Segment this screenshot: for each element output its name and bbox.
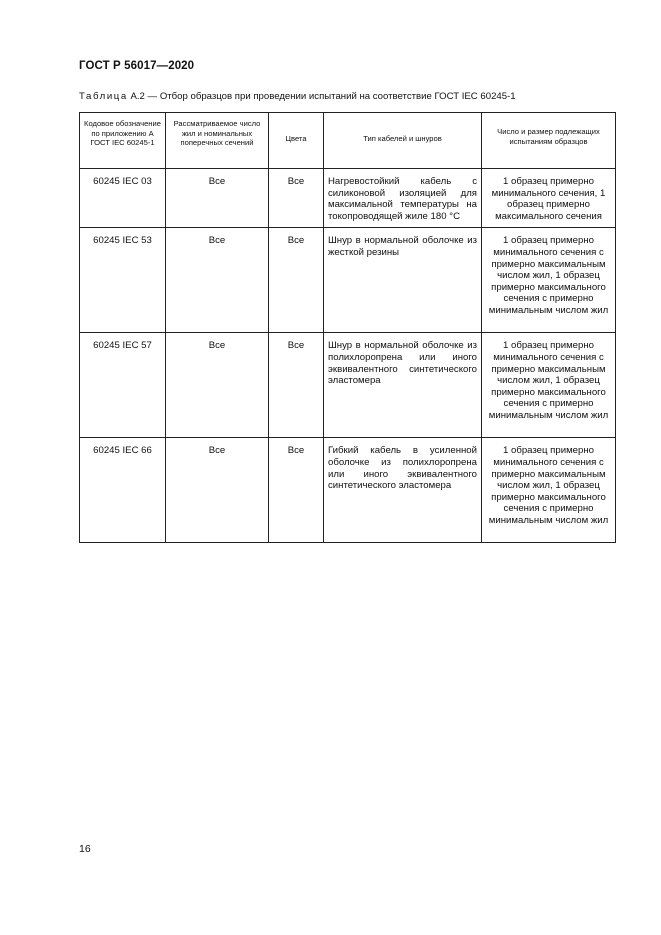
cell-cores (166, 333, 269, 438)
cell-colors-text: Все (287, 445, 305, 457)
cell-cores-text: Все (208, 340, 226, 352)
cell-code-text: 60245 IEC 53 (93, 235, 152, 247)
header-cores (166, 113, 269, 169)
table-row (80, 333, 616, 438)
cell-colors (269, 438, 324, 543)
cell-code (80, 228, 166, 333)
cell-colors-text: Все (287, 176, 305, 187)
cell-code (80, 333, 166, 438)
caption-lead: Таблица (79, 91, 128, 102)
cell-samples-text: 1 образец примерно минимального сечения, 1 образец примерно максимального сечения (491, 176, 606, 222)
header-samples (482, 113, 616, 169)
table-row (80, 438, 616, 543)
header-colors-text: Цвета (285, 134, 307, 143)
header-type (324, 113, 482, 169)
cell-samples-text: 1 образец примерно минимального сечения с примерно максимальным числом жил, 1 образец примерно максимального сечения с примерно минимальным числом жил (488, 340, 609, 421)
table-header-row (80, 113, 616, 169)
cell-cores (166, 438, 269, 543)
cell-cores (166, 228, 269, 333)
caption-text: А.2 — Отбор образцов при проведении испытаний на соответствие ГОСТ IEC 60245-1 (127, 91, 516, 102)
cell-cores-text: Все (208, 176, 226, 187)
cell-colors (269, 169, 324, 228)
sampling-table (79, 112, 616, 543)
cell-code (80, 438, 166, 543)
header-code (80, 113, 166, 169)
document-header: ГОСТ Р 56017—2020 (79, 60, 195, 72)
page-number: 16 (79, 843, 91, 855)
cell-code-text: 60245 IEC 03 (93, 176, 152, 187)
cell-colors-text: Все (287, 235, 305, 247)
cell-samples-text: 1 образец примерно минимального сечения с примерно максимальным числом жил, 1 образец примерно максимального сечения с примерно минимальным числом жил (488, 445, 609, 526)
cell-samples (482, 438, 616, 543)
cell-samples (482, 169, 616, 228)
cell-cores-text: Все (208, 445, 226, 457)
cell-type-text: Шнур в нормальной оболочке из жесткой резины (328, 235, 477, 258)
cell-type-text: Нагревостойкий кабель с силиконовой изоляцией для максимальной температуры на токопроводящей жиле 180 °С (328, 176, 477, 222)
table-row (80, 169, 616, 228)
header-samples-text: Число и размер подлежащих испытаниям образцов (497, 127, 600, 146)
cell-type (324, 169, 482, 228)
table-caption (79, 91, 516, 102)
cell-colors (269, 333, 324, 438)
cell-code-text: 60245 IEC 66 (93, 445, 152, 457)
cell-type-text: Гибкий кабель в усиленной оболочке из полихлоропрена или иного эквивалентного синтетического эластомера (328, 445, 477, 492)
header-cores-text: Рассматриваемое число жил и номинальных поперечных сечений (173, 119, 261, 148)
cell-code (80, 169, 166, 228)
cell-samples (482, 228, 616, 333)
cell-colors-text: Все (287, 340, 305, 352)
cell-cores (166, 169, 269, 228)
cell-samples (482, 333, 616, 438)
table-row (80, 228, 616, 333)
header-code-text: Кодовое обозначение по приложению А ГОСТ IEC 60245-1 (84, 119, 161, 148)
cell-type (324, 333, 482, 438)
cell-type (324, 228, 482, 333)
header-colors (269, 113, 324, 169)
cell-cores-text: Все (208, 235, 226, 247)
cell-type-text: Шнур в нормальной оболочке из полихлоропрена или иного эквивалентного синтетического эластомера (328, 340, 477, 387)
cell-samples-text: 1 образец примерно минимального сечения с примерно максимальным числом жил, 1 образец примерно максимального сечения с примерно минимальным числом жил (488, 235, 609, 316)
header-type-text: Тип кабелей и шнуров (363, 134, 442, 143)
cell-colors (269, 228, 324, 333)
cell-type (324, 438, 482, 543)
cell-code-text: 60245 IEC 57 (93, 340, 152, 352)
